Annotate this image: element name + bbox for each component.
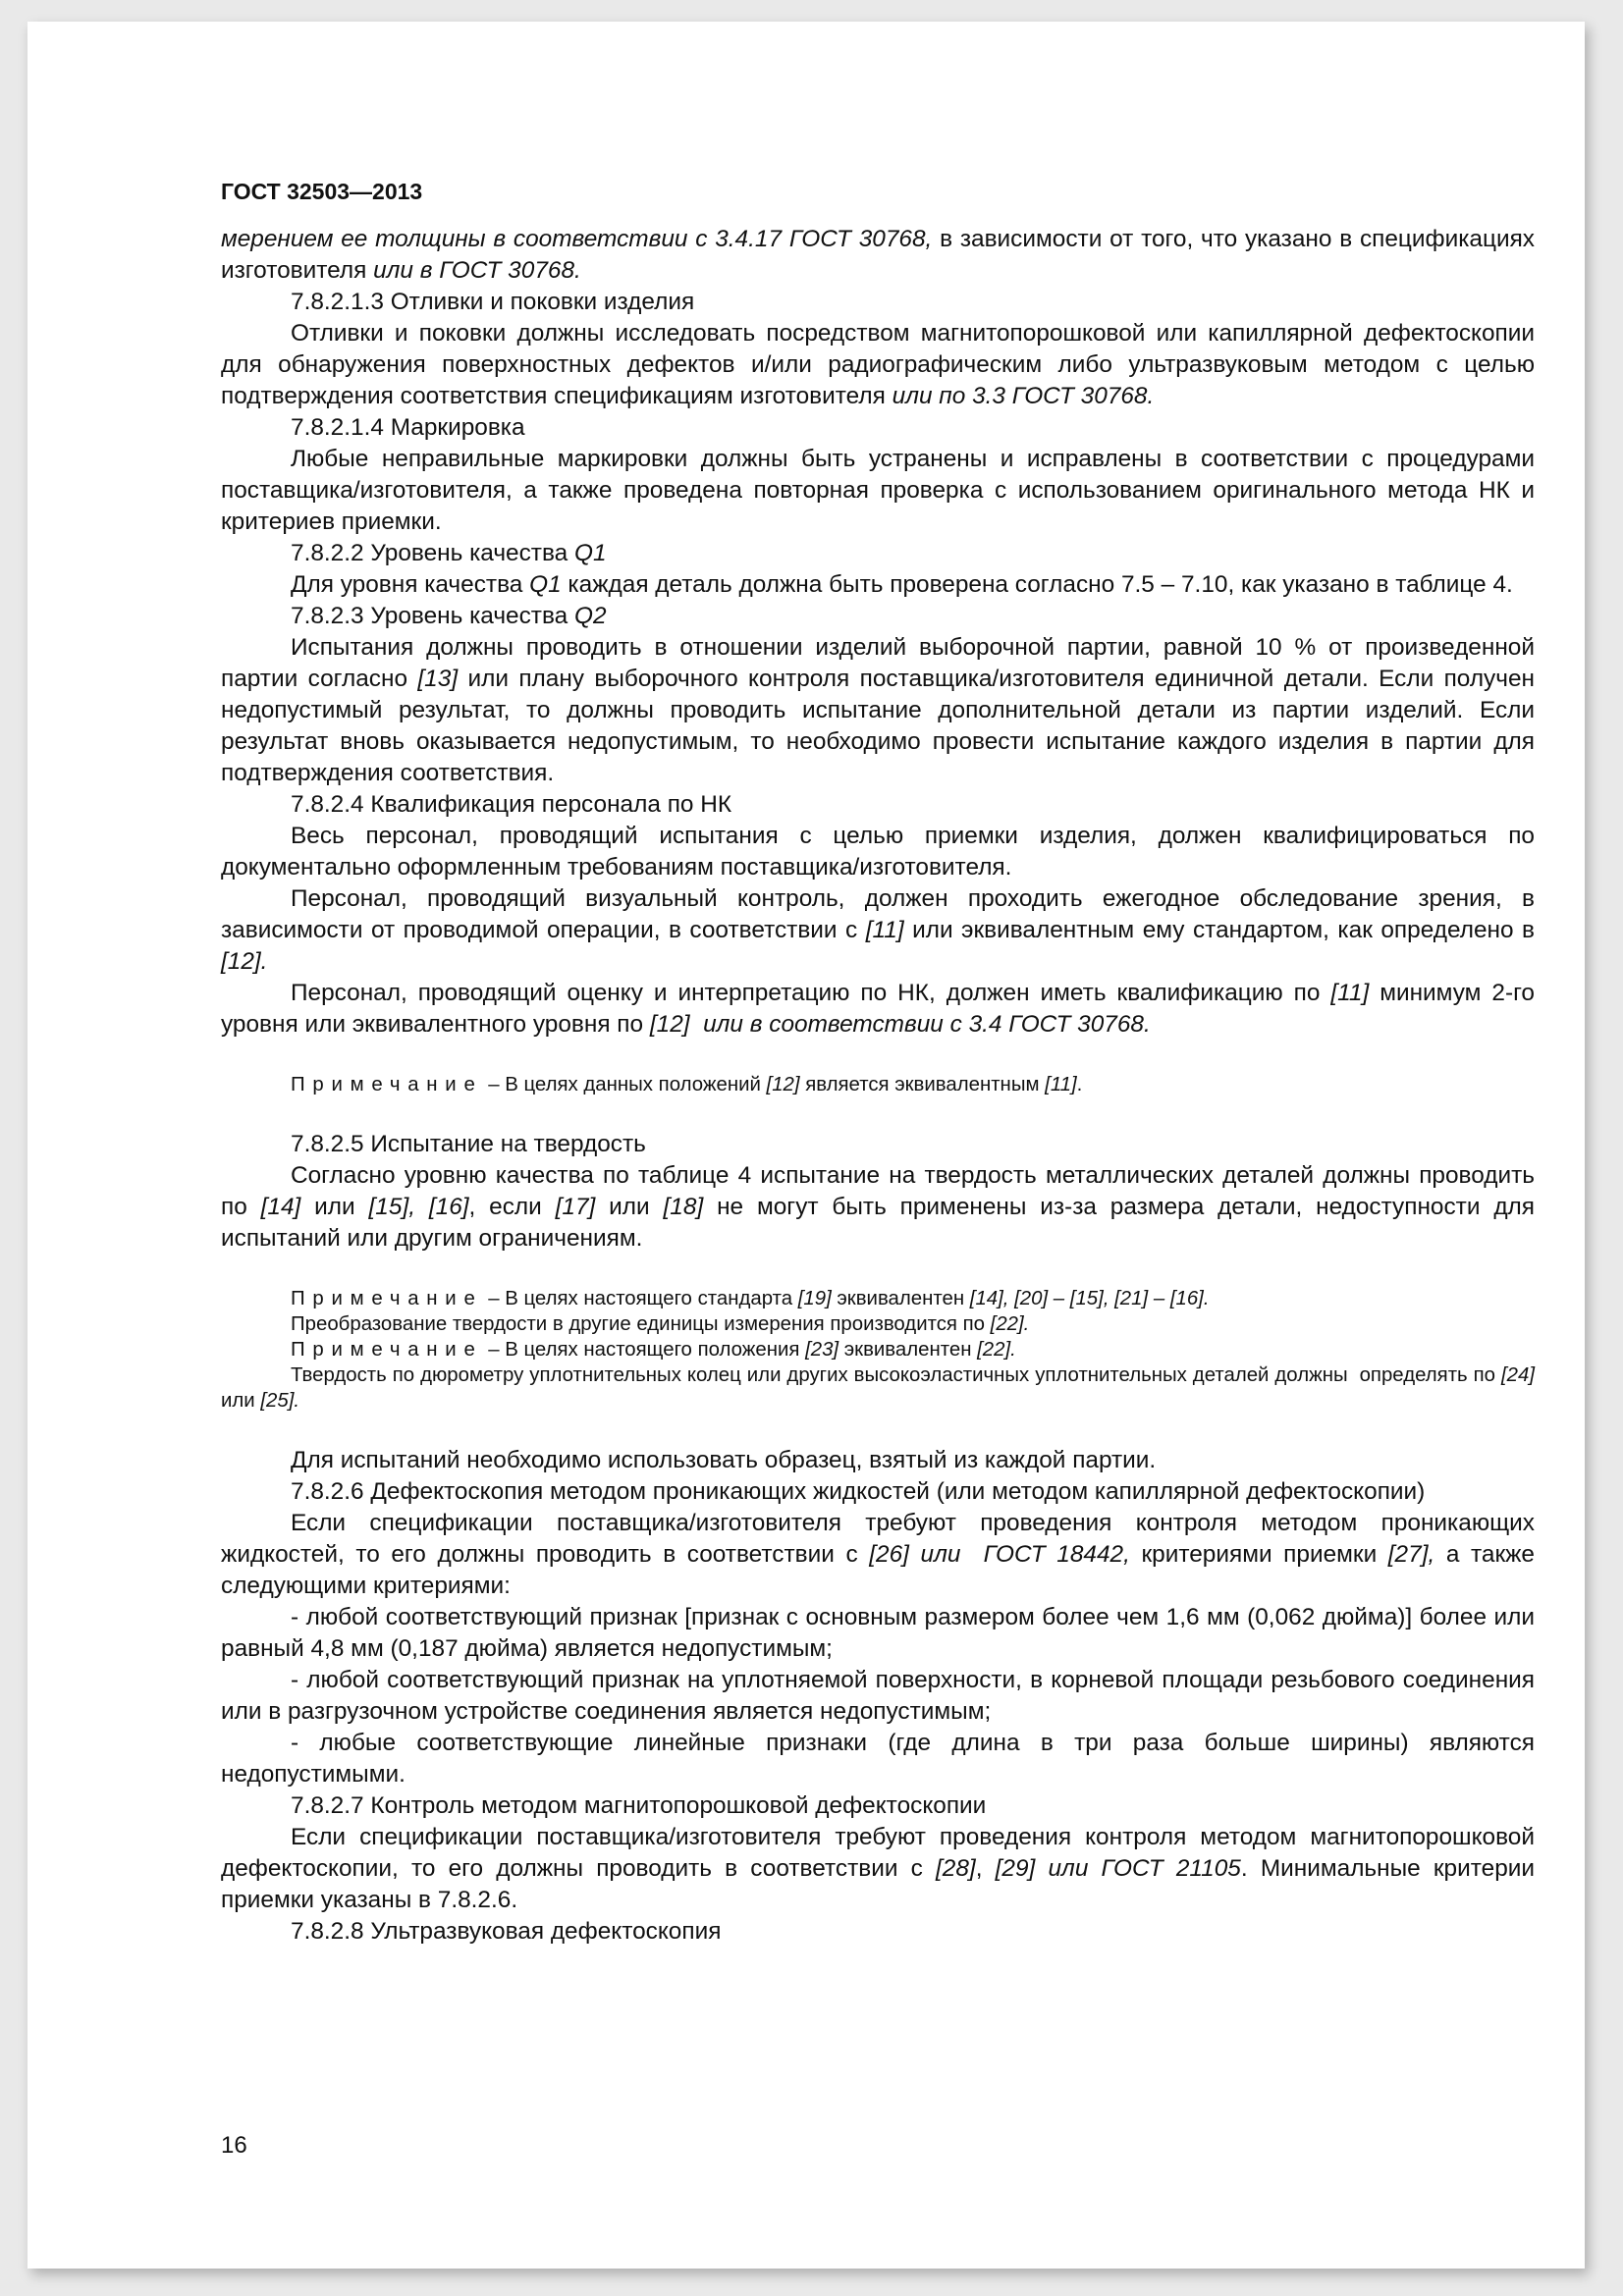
body-paragraph: Персонал, проводящий оценку и интерпретацию по НК, должен иметь квалификацию по [11] минимум 2-го уровня или эквивалентного уровня по [12] или в соответствии с 3.4 ГОСТ 30768. xyxy=(221,980,1535,1038)
section-heading: 7.8.2.1.3 Отливки и поковки изделия xyxy=(291,289,695,315)
page-number: 16 xyxy=(221,2132,247,2159)
body-paragraph: Для испытаний необходимо использовать образец, взятый из каждой партии. xyxy=(291,1447,1157,1473)
list-item: - любой соответствующий признак [признак с основным размером более чем 1,6 мм (0,062 дюйма)] более или равный 4,8 мм (0,187 дюйма) является недопустимым; xyxy=(221,1604,1535,1662)
section-heading: 7.8.2.8 Ультразвуковая дефектоскопия xyxy=(291,1918,722,1945)
body-paragraph: Если спецификации поставщика/изготовителя требуют проведения контроля методом магнитопорошковой дефектоскопии, то его должны проводить в соответствии с [28], [29] или ГОСТ 21105. Минимальные критерии приемки указаны в 7.8.2.6. xyxy=(221,1824,1536,1913)
section-heading: 7.8.2.5 Испытание на твердость xyxy=(291,1131,646,1157)
list-item: - любой соответствующий признак на уплотняемой поверхности, в корневой площади резьбового соединения или в разгрузочном устройстве соединения является недопустимым; xyxy=(221,1667,1535,1725)
section-heading: 7.8.2.4 Квалификация персонала по НК xyxy=(291,791,732,818)
note-text: Твердость по дюрометру уплотнительных колец или других высокоэластичных уплотнительных деталей должны определять по [24] или [25]. xyxy=(221,1364,1535,1412)
note: Примечание – В целях настоящего положения [23] эквивалентен [22]. xyxy=(291,1339,1016,1361)
body-paragraph: Весь персонал, проводящий испытания с целью приемки изделия, должен квалифицироваться по документально оформленным требованиям поставщика/изготовителя. xyxy=(221,823,1535,881)
body-paragraph: Согласно уровню качества по таблице 4 испытание на твердость металлических деталей должны проводить по [14] или [15], [16], если [17] или [18] не могут быть применены из-за размера детали, недоступности для испытаний или другим ограничениям. xyxy=(221,1162,1535,1252)
document-body xyxy=(221,224,1535,1948)
body-paragraph: Испытания должны проводить в отношении изделий выборочной партии, равной 10 % от произведенной партии согласно [13] или плану выборочного контроля поставщика/изготовителя единичной детали. Если получен недопустимый результат, то должны проводить испытание дополнительной детали из партии изделий. Если результат вновь оказывается недопустимым, то необходимо провести испытание каждого изделия в партии для подтверждения соответствия. xyxy=(221,634,1535,786)
note: Примечание – В целях данных положений [12] является эквивалентным [11]. xyxy=(291,1074,1083,1095)
section-heading: 7.8.2.3 Уровень качества Q2 xyxy=(291,603,607,629)
body-paragraph: Любые неправильные маркировки должны быть устранены и исправлены в соответствии с процедурами поставщика/изготовителя, а также проведена повторная проверка с использованием оригинального метода НК и критериев приемки. xyxy=(221,446,1535,535)
section-heading: 7.8.2.1.4 Маркировка xyxy=(291,414,525,441)
document-header: ГОСТ 32503—2013 xyxy=(221,179,423,204)
body-paragraph: Персонал, проводящий визуальный контроль, должен проходить ежегодное обследование зрения, в зависимости от проводимой операции, в соответствии с [11] или эквивалентным ему стандартом, как определено в [12]. xyxy=(221,885,1535,975)
note: Примечание – В целях настоящего стандарта [19] эквивалентен [14], [20] – [15], [21] – [16]. xyxy=(291,1288,1210,1309)
body-paragraph: Отливки и поковки должны исследовать посредством магнитопорошковой или капиллярной дефектоскопии для обнаружения поверхностных дефектов и/или радиографическим либо ультразвуковым методом с целью подтверждения соответствия спецификациям изготовителя или по 3.3 ГОСТ 30768. xyxy=(221,320,1535,409)
document-page xyxy=(27,22,1585,2269)
list-item: - любые соответствующие линейные признаки (где длина в три раза больше ширины) являются недопустимыми. xyxy=(221,1730,1535,1788)
section-heading: 7.8.2.7 Контроль методом магнитопорошковой дефектоскопии xyxy=(291,1792,987,1819)
section-heading: 7.8.2.2 Уровень качества Q1 xyxy=(291,540,607,566)
body-paragraph: мерением ее толщины в соответствии с 3.4.17 ГОСТ 30768, в зависимости от того, что указано в спецификациях изготовителя или в ГОСТ 30768. xyxy=(221,226,1535,284)
body-paragraph: Для уровня качества Q1 каждая деталь должна быть проверена согласно 7.5 – 7.10, как указано в таблице 4. xyxy=(291,571,1513,598)
section-heading: 7.8.2.6 Дефектоскопия методом проникающих жидкостей (или методом капиллярной дефектоскопии) xyxy=(291,1478,1426,1505)
note-text: Преобразование твердости в другие единицы измерения производится по [22]. xyxy=(291,1313,1030,1335)
body-paragraph: Если спецификации поставщика/изготовителя требуют проведения контроля методом проникающих жидкостей, то его должны проводить в соответствии с [26] или ГОСТ 18442, критериями приемки [27], а также следующими критериями: xyxy=(221,1510,1535,1599)
